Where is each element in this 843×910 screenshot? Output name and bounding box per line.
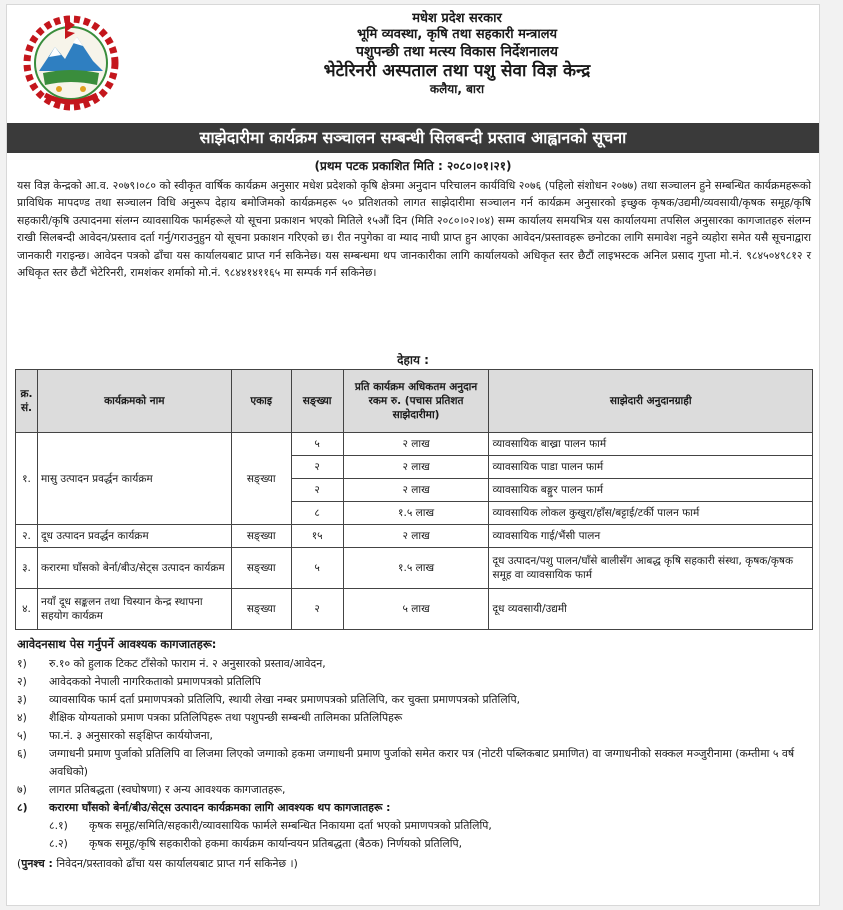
cell-program-name: करारमा घाँसको बेर्ना/बीउ/सेट्स उत्पादन कार्यक्रम [37,548,231,589]
list-item [17,781,813,799]
list-number: ७) [17,783,27,796]
cell-partner: व्यावसायिक बङ्गुर पालन फार्म [489,479,813,502]
table-row [16,548,813,589]
list-item [17,655,813,673]
cell-count: २ [291,456,343,479]
program-table [15,369,813,630]
sub-list-item [17,835,813,853]
list-number: ३) [17,693,27,706]
cell-partner: व्यावसायिक गाई/भैंसी पालन [489,525,813,548]
cell-unit: सङ्ख्या [231,525,291,548]
list-item [17,673,813,691]
list-number: २) [17,675,27,688]
list-item [17,745,813,781]
required-documents [17,637,813,873]
list-item [17,727,813,745]
table-header-row [16,370,813,433]
list-item [17,799,813,817]
postscript-text: निवेदन/प्रस्तावको ढाँचा यस कार्यालयबाट प्राप्त गर्न सकिनेछ ।) [56,857,298,870]
list-text: जग्गाधनी प्रमाण पुर्जाको प्रतिलिपि वा लिजमा लिएको जग्गाको हकमा जग्गाधनी प्रमाण पुर्जाको समेत करार पत्र (नोटरी पब्लिकबाट प्रमाणित) वा जग्गाधनीको सक्कल मञ्जुरीनामा (कम्तीमा ५ वर्ष अवधिको) [49,747,795,778]
table-row [16,525,813,548]
cell-count: २ [291,589,343,630]
cell-partner: व्यावसायिक बाख्रा पालन फार्म [489,433,813,456]
cell-partner: दूध व्यवसायी/उद्यमी [489,589,813,630]
ministry-name: भूमि व्यवस्था, कृषि तथा सहकारी मन्त्रालय [356,27,558,43]
list-text: करारमा घाँसको बेर्ना/बीउ/सेट्स उत्पादन कार्यक्रमका लागि आवश्यक थप कागजातहरू : [49,801,391,814]
cell-sn: १. [16,433,38,525]
office-name: भेटेरिनरी अस्पताल तथा पशु सेवा विज्ञ केन्द्र [323,61,591,81]
sub-list-text: कृषक समूह/समिति/सहकारी/व्यावसायिक फार्मले सम्बन्धित निकायमा दर्ता भएको प्रमाणपत्रको प्रतिलिपि, [89,819,492,832]
cell-program-name: नयाँ दूध सङ्कलन तथा चिस्यान केन्द्र स्थापना सहयोग कार्यक्रम [37,589,231,630]
publication-date: (प्रथम पटक प्रकाशित मिति : २०८०।०१।२१) [314,159,512,173]
header-grant-amount: प्रति कार्यक्रम अधिकतम अनुदान रकम रु. (पचास प्रतिशत साझेदारीमा) [343,370,489,433]
directorate-name: पशुपन्छी तथा मत्स्य विकास निर्देशनालय [356,43,558,60]
cell-partner: व्यावसायिक पाडा पालन फार्म [489,456,813,479]
sub-list-number: ८.१) [49,819,68,832]
office-location: कलैया, बारा [429,82,485,97]
list-text: फा.नं. ३ अनुसारको सङ्क्षिप्त कार्ययोजना, [49,729,213,742]
cell-program-name: दूध उत्पादन प्रवर्द्धन कार्यक्रम [37,525,231,548]
list-text: लागत प्रतिबद्धता (स्वघोषणा) र अन्य आवश्यक कागजातहरू, [49,783,286,796]
cell-count: ५ [291,433,343,456]
table-row [16,433,813,456]
cell-partner: दूध उत्पादन/पशु पालन/घाँसे बालीसँग आबद्ध कृषि सहकारी संस्था, कृषक/कृषक समूह वा व्यावसायिक फार्म [489,548,813,589]
cell-count: ८ [291,502,343,525]
list-number: ६) [17,747,27,760]
cell-count: १५ [291,525,343,548]
details-heading: देहाय : [397,353,429,367]
cell-program-name: मासु उत्पादन प्रवर्द्धन कार्यक्रम [37,433,231,525]
list-item [17,691,813,709]
notice-page [6,4,820,906]
sub-list-item [17,817,813,835]
cell-amount: २ लाख [343,456,489,479]
list-number: ४) [17,711,27,724]
sub-list-number: ८.२) [49,837,68,850]
list-number: १) [17,657,27,670]
cell-amount: २ लाख [343,525,489,548]
cell-count: २ [291,479,343,502]
government-name: मधेश प्रदेश सरकार [412,11,502,26]
cell-amount: १.५ लाख [343,548,489,589]
notice-title-banner: साझेदारीमा कार्यक्रम सञ्चालन सम्बन्धी सिलबन्दी प्रस्ताव आह्वानको सूचना [7,123,819,153]
cell-sn: ३. [16,548,38,589]
list-text: शैक्षिक योग्यताको प्रमाण पत्रका प्रतिलिपिहरू तथा पशुपन्छी सम्बन्धी तालिमका प्रतिलिपिहरू [49,711,403,724]
table-row [16,589,813,630]
cell-partner: व्यावसायिक लोकल कुखुरा/हाँस/बट्टाई/टर्की पालन फार्म [489,502,813,525]
cell-amount: ५ लाख [343,589,489,630]
letterhead [7,5,819,125]
header-unit: एकाइ [231,370,291,433]
cell-amount: २ लाख [343,433,489,456]
cell-unit: सङ्ख्या [231,433,291,525]
cell-count: ५ [291,548,343,589]
cell-amount: १.५ लाख [343,502,489,525]
list-text: व्यावसायिक फार्म दर्ता प्रमाणपत्रको प्रतिलिपि, स्थायी लेखा नम्बर प्रमाणपत्रको प्रतिलिपि, कर चुक्ता प्रमाणपत्रको प्रतिलिपि, [49,693,521,706]
cell-sn: २. [16,525,38,548]
list-text: रु.१० को हुलाक टिकट टाँसेको फाराम नं. २ अनुसारको प्रस्ताव/आवेदन, [49,657,326,670]
sub-list-text: कृषक समूह/कृषि सहकारीको हकमा कार्यक्रम कार्यान्वयन प्रतिबद्धता (बैठक) निर्णयको प्रतिलिपि, [89,837,463,850]
list-text: आवेदकको नेपाली नागरिकताको प्रमाणपत्रको प्रतिलिपि [49,675,261,688]
cell-sn: ४. [16,589,38,630]
list-number: ८) [17,801,28,814]
cell-unit: सङ्ख्या [231,589,291,630]
header-sn: क्र. सं. [16,370,38,433]
header-partner: साझेदारी अनुदानग्राही [489,370,813,433]
cell-amount: २ लाख [343,479,489,502]
intro-paragraph: यस विज्ञ केन्द्रको आ.व. २०७९।०८० को स्वीकृत वार्षिक कार्यक्रम अनुसार मधेश प्रदेशको कृषि क्षेत्रमा अनुदान परिचालन कार्यविधि २०७६ (पहिलो संशोधन २०७७) तथा सञ्चालन हुने सम्बन्धित कार्यक्रमहरूको प्राविधिक मापदण्ड तथा सञ्चालन विधि अनुरूप देहाय बमोजिमको कार्यक्रमहरू ५० प्रतिशतको लागत साझेदारीमा सञ्चालन गर्न कार्यक्रम अनुसारको इच्छुक कृषक/उद्यमी/व्यवसायी/कृषक समूह/कृषि सहकारी/कृषि उत्पादनमा संलग्न व्यावसायिक फार्महरूले यो सूचना प्रकाशन भएको मितिले १५औं दिन (मिति २०८०।०२।०४) सम्म कार्यालय समयभित्र यस कार्यालयमा तपसिल अनुसारका कागजातहरु संलग्न राखी सिलबन्दी आवेदन/प्रस्ताव दर्ता गर्नु/गराउनुहुन यो सूचना प्रकाशन गरिएको छ। रीत नपुगेका वा म्याद नाघी प्राप्त हुन आएका आवेदन/प्रस्तावहरू छनोटका लागि समावेश नहुने व्यहोरा समेत यसै सूचनाद्वारा जानकारी गराइन्छ। आवेदन पत्रको ढाँचा यस कार्यालयबाट प्राप्त गर्न सकिनेछ। यस सम्बन्धमा थप जानकारीका लागि कार्यालयको अधिकृत स्तर छैटौं लाइभस्टक अनिल प्रसाद गुप्ता मो.नं. ९८४५०४९८१२ र अधिकृत स्तर छैटौं भेटेरिनरी, रामशंकर शर्माको मो.नं. ९८४४१४११६५ मा सम्पर्क गर्न सकिनेछ। [17,179,811,280]
postscript-label: पुनश्च : [21,857,53,870]
list-item [17,709,813,727]
header-program-name: कार्यक्रमको नाम [37,370,231,433]
nepal-emblem-icon [23,13,119,113]
header-count: सङ्ख्या [291,370,343,433]
cell-unit: सङ्ख्या [231,548,291,589]
list-number: ५) [17,729,27,742]
required-documents-title: आवेदनसाथ पेस गर्नुपर्ने आवश्यक कागजातहरू: [17,637,217,651]
postscript-note: (पुनश्च : निवेदन/प्रस्तावको ढाँचा यस कार्यालयबाट प्राप्त गर्न सकिनेछ ।) [17,857,298,870]
